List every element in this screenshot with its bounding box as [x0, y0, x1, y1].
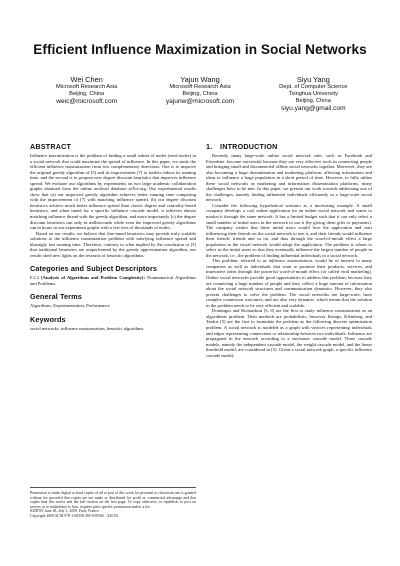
permission-notice — [30, 487, 196, 518]
left-column — [30, 142, 196, 332]
author-3 — [257, 75, 370, 113]
introduction-heading — [206, 142, 372, 151]
keywords-text: social networks, influence maximization, heuristic algorithms — [30, 326, 144, 332]
intro-paragraph-3 — [206, 258, 372, 308]
author-1 — [30, 75, 143, 113]
author-affiliation: Microsoft Research Asia — [169, 84, 231, 90]
author-email: siyu.yang@gmail.com — [281, 105, 346, 113]
section-number: 1. — [206, 142, 213, 151]
permission-text: Permission to make digital or hard copies of all or part of this work for personal or classroom use is granted without fee provided that copies are not made or distributed for profit or commercial advantage and that copies bear this notice and the full citation on the first page. To copy otherwise, to republish, to post on servers or to redistribute to lists, requires prior specific permission and/or a fee. — [30, 491, 196, 509]
author-affiliation: Dept. of Computer Science — [279, 84, 348, 90]
category-rest: Nonnumerical Algorithms and Problems. — [30, 275, 196, 286]
author-location: Beijing, China — [182, 91, 218, 98]
author-affiliation-2: Tsinghua University — [288, 91, 338, 98]
category-code: F.2.2 — [30, 275, 40, 281]
intro-p3-end: , would be of interest to many companies as well as individuals that want to promote their products, services, and innovative ideas through the powerful word-of-mouth effect (or called viral marketing). Online social networks provide good opportunities to address this problem, because they are connecting a huge number of people and they collect a huge amount of information about the social network structures and communication dynamics. However, they also present challenges to solve the problem. The social networks are large-scale, have complex connection structures, and are also very dynamic, which means that the solution to the problem needs to be very efficient and scalable. — [206, 258, 372, 308]
section-title: INTRODUCTION — [220, 142, 278, 151]
author-name: Wei Chen — [70, 75, 103, 84]
conference-line: KDD'09, June 28–July 1, 2009, Paris, France. — [30, 509, 100, 514]
general-terms-heading: General Terms — [30, 292, 82, 302]
categories-heading: Categories and Subject Descriptors — [30, 264, 158, 274]
influence-maximization-term: influence maximization — [268, 258, 313, 264]
general-terms-text: Algorithms, Experimentation, Performance — [30, 303, 110, 309]
author-2 — [143, 75, 256, 113]
author-name: Siyu Yang — [296, 75, 330, 84]
category-title: [Analysis of Algorithms and Problem Complexity]: — [41, 275, 145, 281]
intro-paragraph-4: Domingos and Richardson [3, 8] are the first to study influence maximization as an algorithmic problem. Their methods are probabilistic, however. Kempe, Kleinberg, and Tardos [5] are the first to formulate the problem as the following discrete optimization problem. A social network is modeled as a graph with vertices representing individuals and edges representing connections or relationship between two individuals. Influence are propagated in the network according to a stochastic cascade model. Three cascade models, namely the independent cascade model, the weight cascade model, and the linear threshold model, are considered in [5]. Given a social network graph, a specific influence cascade model, — [206, 308, 372, 358]
paper-title: Efficient Influence Maximization in Social Networks — [33, 42, 367, 57]
abstract-heading: ABSTRACT — [30, 142, 72, 151]
keywords-heading: Keywords — [30, 315, 66, 325]
right-column — [206, 142, 372, 358]
author-email: weic@microsoft.com — [56, 98, 118, 106]
copyright-line: Copyright 2009 ACM 978-1-60558-495-9/09/06 ...$10.00. — [30, 513, 119, 518]
author-email: yajunw@microsoft.com — [165, 98, 235, 106]
author-name: Yajun Wang — [180, 75, 220, 84]
author-location: Beijing, China — [295, 98, 331, 105]
categories-text — [30, 275, 196, 286]
author-affiliation: Microsoft Research Asia — [56, 84, 118, 90]
intro-paragraph-2: Consider the following hypothetical scenario as a motivating example. A small company develops a cool online application for an online social network and wants to market it through the same network. It has a limited budget such that it can only select a small number of initial users in the network to use it (by giving them gifts or payments). The company wishes that these initial users would love the application and start influencing their friends on the social network to use it, and their friends would influence their friends' friends and so on, and thus through the word-of-mouth effect a large population in the social network would adopt the application. The problem is whom to select as the initial users so that they eventually influence the largest number of people in the network, i.e., the problem of finding influential individuals in a social network. — [206, 202, 372, 258]
abstract-paragraph-1: Influence maximization is the problem of finding a small subset of nodes (seed nodes) in a social network that could maximize the spread of influence. In this paper, we study the efficient influence maximization from two complementary directions. One is to improve the original greedy algorithm of [5] and its improvement [7] to further reduce its running time, and the second is to propose new degree discount heuristics that improves influence spread. We evaluate our algorithms by experiments on two large academic collaboration graphs obtained from the online archival database arXiv.org. Our experimental results show that (a) our improved greedy algorithm achieves better running time comparing with the improvement of [7] with matching influence spread, (b) our degree discount heuristics achieve much better influence spread than classic degree and centrality-based heuristics, and when tuned for a specific influence cascade model, it achieves almost matching influence thread with the greedy algorithm, and more importantly (c) the degree discount heuristics run only in milliseconds while even the improved greedy algorithms run in hours in our experiment graphs with a few tens of thousands of nodes. — [30, 153, 196, 231]
author-location: Beijing, China — [69, 91, 105, 98]
author-block — [30, 75, 370, 113]
intro-p3-start: This problem, referred to as — [212, 258, 267, 264]
abstract-paragraph-2: Based on our results, we believe that fine-tuned heuristics may provide truly scalable solutions to the influence maximization problem with satisfying influence spread and blazingly fast running time. Therefore, contrary to what implied by the conclusion of [5] that traditional heuristics are outperformed by the greedy approximation algorithm, our results shed new lights on the research of heuristic algorithms. — [30, 230, 196, 258]
intro-paragraph-1: Recently many large-scale online social network sites, such as Facebook and Friendster, become successful because they are very effective tools in connecting people and bringing small and disconnected offline social networks together. Moreover, they are also becoming a huge dissemination and marketing platform, allowing information and ideas to influence a large population in a short period of time. However, to fully utilize these social networks as marketing and information dissemination platforms, many challenges have to be met. In this paper, we present our work towards addressing one of the challenges, namely finding influential individuals efficiently in a large-scale social network. — [206, 153, 372, 203]
